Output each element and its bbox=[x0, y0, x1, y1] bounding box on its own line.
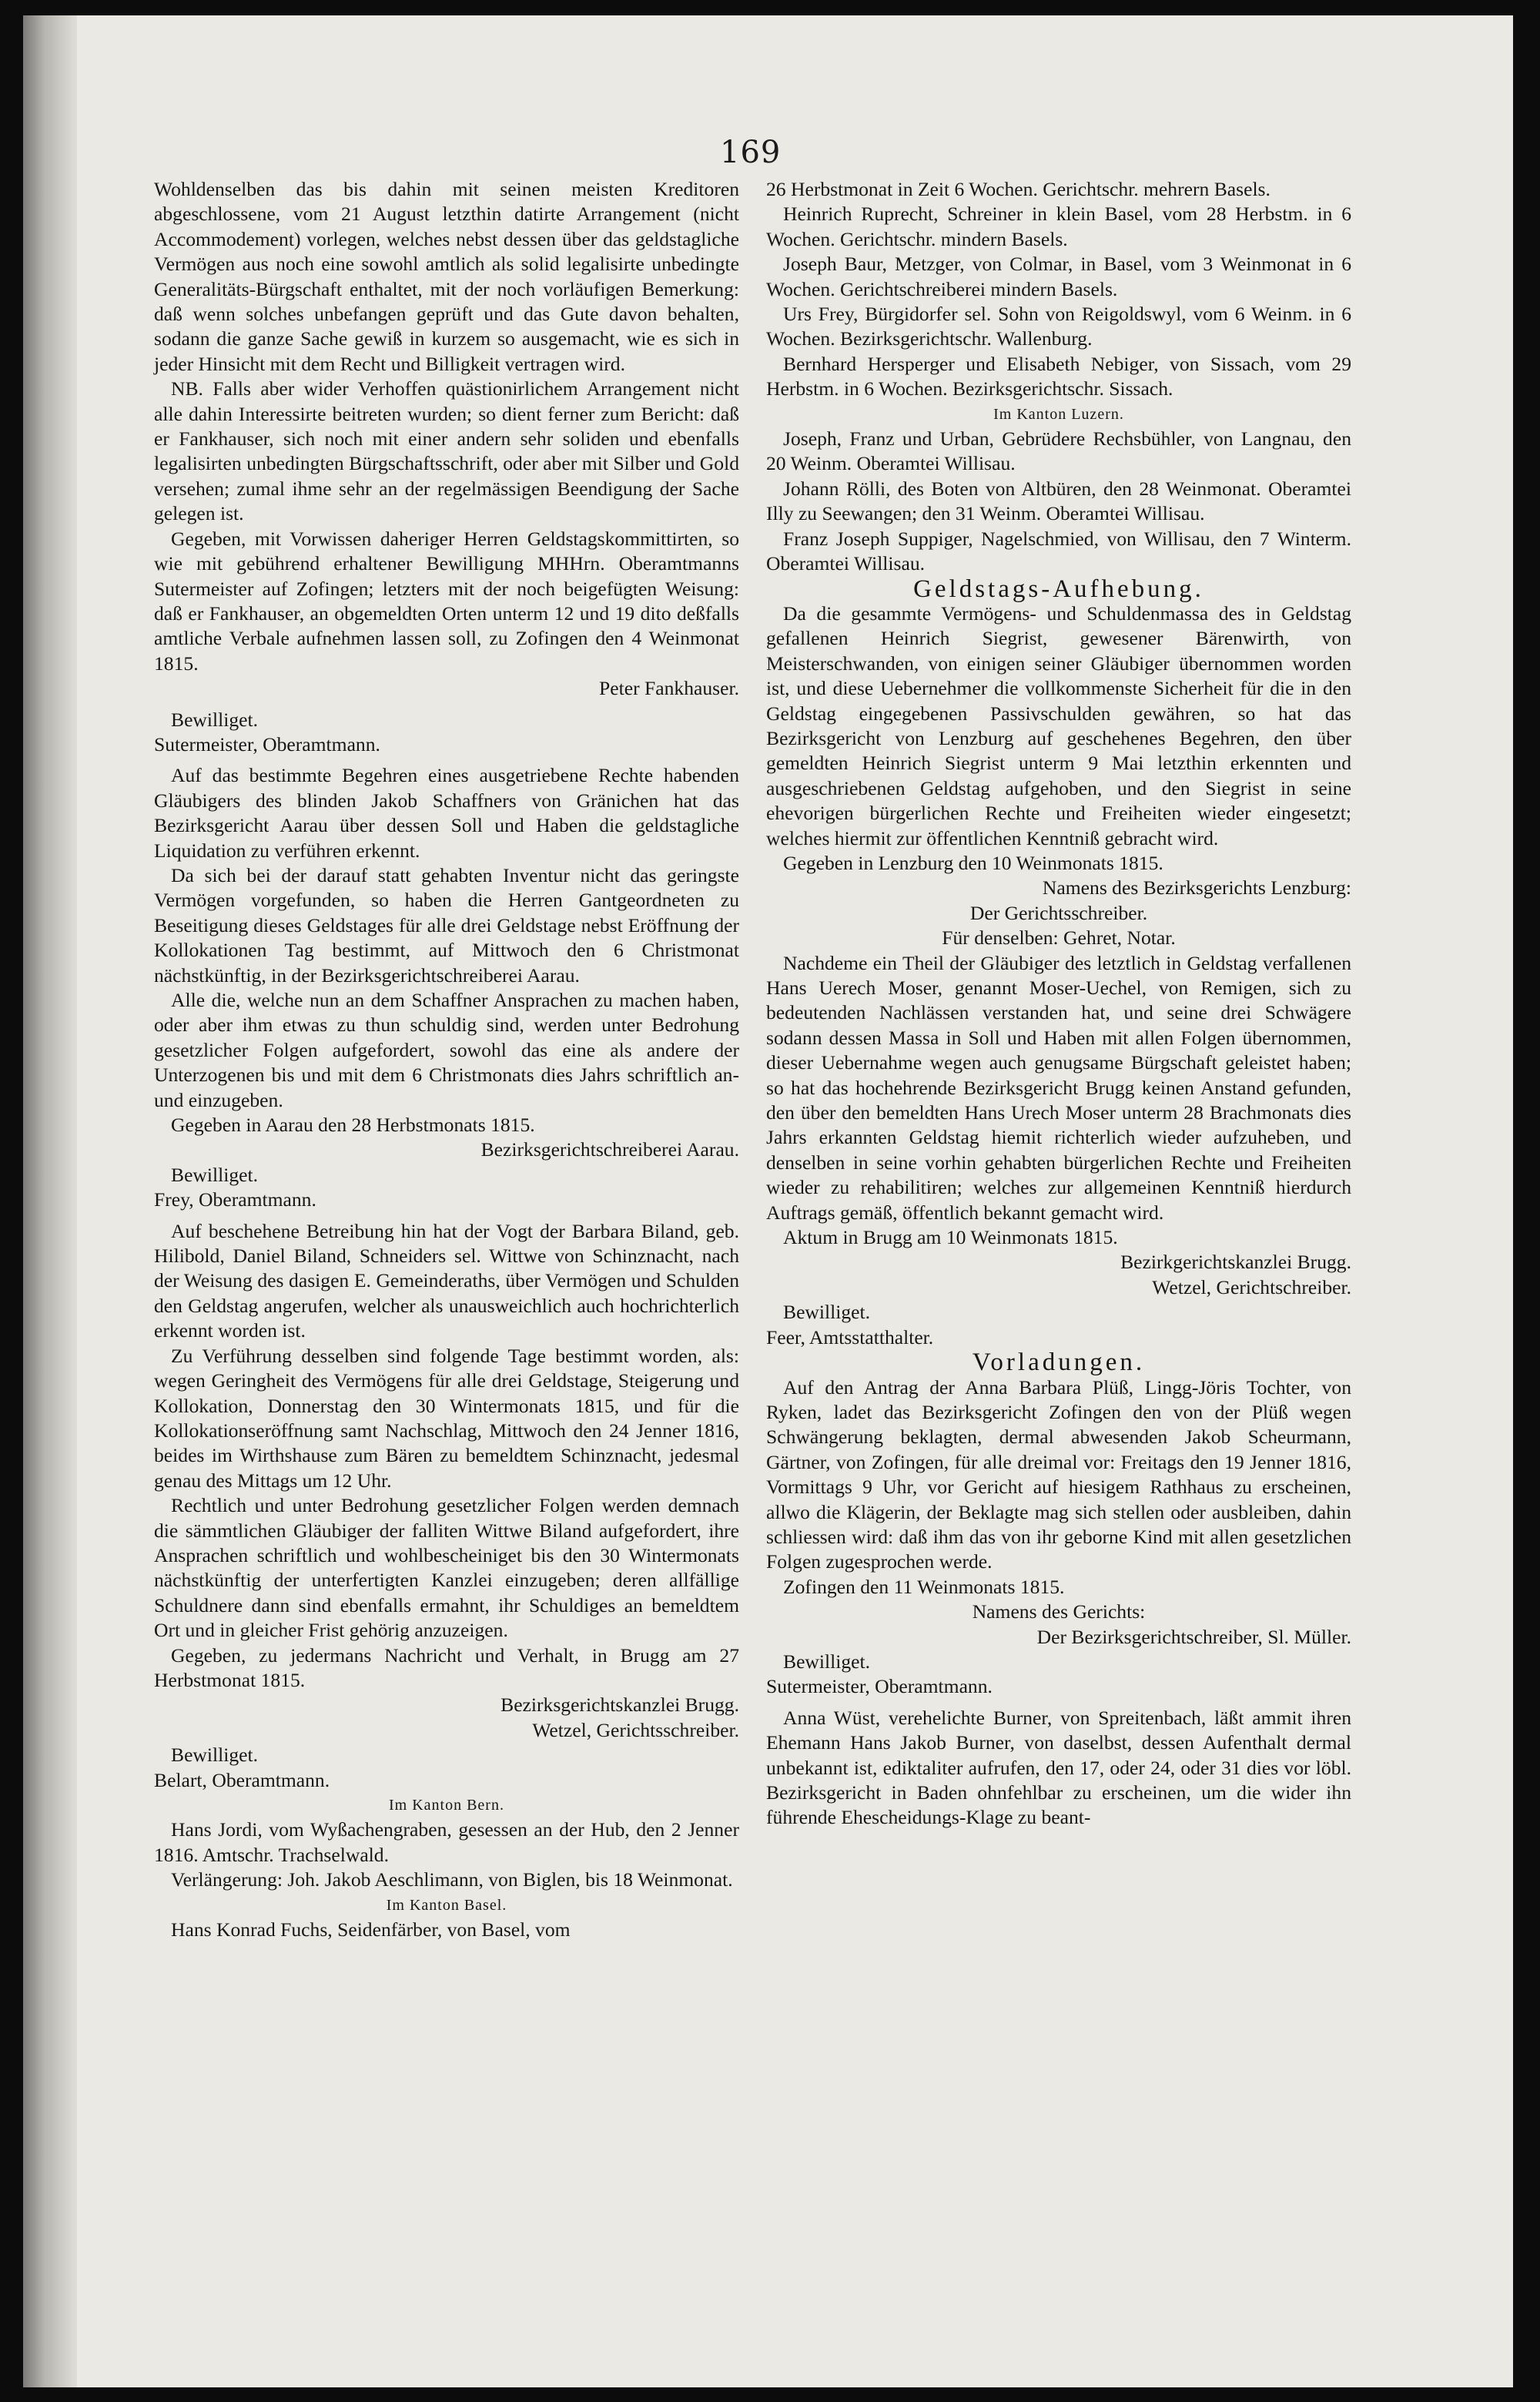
text-paragraph: Gegeben, mit Vorwissen daheriger Herren Geldstagskommittirten, so wie mit gebührend erhaltener Bewilligung MHHrn. Oberamtmanns Sutermeister auf Zofingen; letzters mit der noch beigefügten Weisung: daß er Fankhauser, an obgemeldten Orten unterm 12 und 19 dito deßfalls amtliche Verbale aufnehmen lassen soll, zu Zofingen den 4 Weinmonat 1815. bbox=[154, 527, 739, 675]
section-heading: Geldstags-Aufhebung. bbox=[913, 575, 1204, 603]
text-paragraph: Verlängerung: Joh. Jakob Aeschlimann, von Biglen, bis 18 Weinmonat. bbox=[171, 1868, 733, 1891]
signature-line: Peter Fankhauser. bbox=[599, 677, 739, 700]
signature-line: Der Gerichtsschreiber. bbox=[969, 901, 1148, 924]
text-paragraph: Da sich bei der darauf statt gehabten Inventur nicht das geringste Vermögen vorgefunden, so haben die Herren Gantgeordneten zu Beseitigung dieses Geldstages für alle drei Geldstage nebst Eröffnung der Kollokationen Tag bestimmt, auf Mittwoch den 6 Christmonat nächstkünftig, in der Bezirksgerichtschreiberei Aarau. bbox=[154, 863, 739, 987]
page-binding-edge bbox=[23, 15, 77, 2387]
text-paragraph: Auf das bestimmte Begehren eines ausgetriebene Rechte habenden Gläubigers des blinden Jakob Schaffners von Gränichen hat das Bezirksgericht Aarau über dessen Soll und Haben die geldstagliche Liquidation zu verführen erkennt. bbox=[154, 764, 739, 862]
text-paragraph: Johann Rölli, des Boten von Altbüren, den 28 Weinmonat. Oberamtei Illy zu Seewangen; den 31 Weinm. Oberamtei Willisau. bbox=[766, 477, 1351, 525]
approval-label: Bewilliget. bbox=[171, 708, 259, 731]
text-paragraph: Joseph Baur, Metzger, von Colmar, in Basel, vom 3 Weinmonat in 6 Wochen. Gerichtschreiberei mindern Basels. bbox=[766, 253, 1351, 300]
approval-label: Bewilliget. bbox=[783, 1301, 871, 1324]
section-subheading: Im Kanton Luzern. bbox=[993, 405, 1124, 423]
signature-line: Namens des Bezirksgerichts Lenzburg: bbox=[1042, 876, 1351, 899]
official-name: Sutermeister, Oberamtmann. bbox=[766, 1675, 993, 1698]
text-paragraph: Joseph, Franz und Urban, Gebrüdere Rechsbühler, von Langnau, den 20 Weinm. Oberamtei Willisau. bbox=[766, 427, 1351, 475]
official-name: Frey, Oberamtmann. bbox=[154, 1188, 316, 1211]
official-name: Belart, Oberamtmann. bbox=[154, 1768, 330, 1791]
text-paragraph: Zu Verführung desselben sind folgende Tage bestimmt worden, als: wegen Geringheit des Vermögens für alle drei Geldstage, Steigerung und Kollokation, Donnerstag den 30 Wintermonats 1815, und für die Kollokationseröffnung samt Nachschlag, Mittwoch den 24 Jenner 1816, beides im Wirthshause zum Bären zu bemeldtem Schinznacht, jedesmal genau des Mittags um 12 Uhr. bbox=[154, 1344, 739, 1492]
official-name: Feer, Amtsstatthalter. bbox=[766, 1325, 934, 1348]
signature-line: Wetzel, Gerichtsschreiber. bbox=[532, 1718, 739, 1741]
text-paragraph: Wohldenselben das bis dahin mit seinen meisten Kreditoren abgeschlossene, vom 21 August letzthin datirte Arrangement (nicht Accommodement) vorlegen, welches nebst dessen über das geldstagliche Vermögen aus noch eine sowohl amtlich als solid legalisirte unbedingte Generalitäts-Bürgschaft enthaltet, mit der noch vorläufigen Bemerkung: daß wenn solches unbefangen geprüft und das Gute davon behalten, sodann die ganze Sache gewiß in kurzem so ausgemacht, wie es sich in jeder Hinsicht mit dem Recht und Billigkeit vertragen wird. bbox=[154, 178, 739, 375]
text-paragraph: NB. Falls aber wider Verhoffen quästionirlichem Arrangement nicht alle dahin Interessirte beitreten wurden; so dient ferner zum Bericht: daß er Fankhauser, sich noch mit einer andern sehr soliden und ebenfalls legalisirten unbedingten Bürgschaftsschrift, oder aber mit Silber und Gold versehen; zumal ihme sehr an der regelmässigen Beendigung der Sache gelegen ist. bbox=[154, 377, 739, 525]
signature-line: Der Bezirksgerichtschreiber, Sl. Müller. bbox=[1036, 1625, 1351, 1648]
text-paragraph: Auf den Antrag der Anna Barbara Plüß, Lingg-Jöris Tochter, von Ryken, ladet das Bezirksgericht Zofingen den von der Plüß wegen Schwängerung beklagten, dermal abwesenden Jakob Scheurmann, Gärtner, von Zofingen, für alle dreimal vor: Freitags den 19 Jenner 1816, Vormittags 9 Uhr, vor Gericht auf hiesigem Rathhaus zu erscheinen, allwo die Klägerin, der Beklagte mag sich stellen oder ausbleiben, dahin schliessen wird: daß ihm das von ihr geborne Kind mit allen gesetzlichen Folgen zugesprochen werde. bbox=[766, 1375, 1351, 1573]
text-paragraph: Alle die, welche nun an dem Schaffner Ansprachen zu machen haben, oder aber ihm etwas zu thun schuldig sind, werden unter Bedrohung gesetzlicher Folgen aufgefordert, sowohl das eine als andere der Unterzogenen bis und mit dem 6 Christmonats dies Jahrs schriftlich an- und einzugeben. bbox=[154, 989, 739, 1111]
date-line: Gegeben, zu jedermans Nachricht und Verhalt, in Brugg am 27 Herbstmonat 1815. bbox=[154, 1643, 739, 1691]
approval-label: Bewilliget. bbox=[171, 1744, 259, 1767]
section-subheading: Im Kanton Bern. bbox=[389, 1797, 504, 1814]
text-paragraph: Auf beschehene Betreibung hin hat der Vogt der Barbara Biland, geb. Hilibold, Daniel Biland, Schneiders sel. Wittwe von Schinznacht, nach der Weisung des dasigen E. Gemeinderaths, über Vermögen und Schulden den Geldstag angerufen, welcher als unausweichlich auch hochrichterlich erkennt worden ist. bbox=[154, 1219, 739, 1342]
approval-label: Bewilliget. bbox=[783, 1650, 871, 1673]
text-paragraph: Da die gesammte Vermögens- und Schuldenmassa des in Geldstag gefallenen Heinrich Siegrist, gewesener Bärenwirth, von Meisterschwanden, von einigen seiner Gläubiger übernommen worden ist, und diese Uebernehmer die vollkommenste Sicherheit für die in den Geldstag eingegebenen Passivschulden gewähren, so hat das Bezirksgericht von Lenzburg auf geschehenes Begehren, den über gemeldten Heinrich Siegrist unterm 9 Mai letzthin erkennten und ausgeschriebenen Geldstag aufgehoben, und den Siegrist in seine ehevorigen bürgerlichen Rechte und Freiheiten wieder eingesetzt; welches hiermit zur öffentlichen Kenntniß gebracht wird. bbox=[766, 601, 1351, 849]
date-line: Gegeben in Aarau den 28 Herbstmonats 1815. bbox=[171, 1114, 535, 1137]
text-paragraph: Hans Konrad Fuchs, Seidenfärber, von Basel, vom bbox=[171, 1918, 571, 1941]
text-paragraph: Heinrich Ruprecht, Schreiner in klein Basel, vom 28 Herbstm. in 6 Wochen. Gerichtschr. mindern Basels. bbox=[766, 203, 1351, 250]
section-subheading: Im Kanton Basel. bbox=[386, 1896, 507, 1914]
text-paragraph: Anna Wüst, verehelichte Burner, von Spreitenbach, läßt ammit ihren Ehemann Hans Jakob Burner, von daselbst, dessen Aufenthalt dermal unbekannt ist, ediktaliter aufrufen, den 17, oder 24, oder 31 dies vor löbl. Bezirksgericht in Baden ohnfehlbar zu erscheinen, um die wider ihn führende Ehescheidungs-Klage zu beant- bbox=[766, 1706, 1351, 1829]
signature-line: Bezirksgerichtschreiberei Aarau. bbox=[480, 1138, 739, 1161]
signature-line: Namens des Gerichts: bbox=[972, 1600, 1146, 1623]
text-paragraph: Hans Jordi, vom Wyßachengraben, gesessen an der Hub, den 2 Jenner 1816. Amtschr. Trachselwald. bbox=[154, 1818, 739, 1866]
date-line: Zofingen den 11 Weinmonats 1815. bbox=[783, 1575, 1065, 1598]
text-paragraph: Nachdeme ein Theil der Gläubiger des letztlich in Geldstag verfallenen Hans Uerech Moser, genannt Moser-Uechel, von Remigen, sich zu bedeutenden Nachlässen verstanden hat, und seine drei Schwägere sodann dessen Massa in Soll und Haben mit allen Folgen übernommen, dieser Uebernahme wegen auch genugsame Bürgschaft geleistet haben; so hat das hochehrende Bezirksgericht Brugg keinen Anstand gefunden, den über den bemeldten Hans Urech Moser unterm 28 Brachmonats dies Jahrs erkannten Geldstag hiemit richterlich wieder aufzuheben, und denselben in seine vorhin gehabten bürgerlichen Rechte und Freiheiten wieder zu rehabilitiren; welches zur allgemeinen Kenntniß hierdurch Auftrags gemäß, öffentlich bekannt gemacht wird. bbox=[766, 951, 1351, 1224]
section-heading: Vorladungen. bbox=[972, 1348, 1146, 1377]
right-column bbox=[766, 177, 1351, 1831]
text-paragraph: 26 Herbstmonat in Zeit 6 Wochen. Gerichtschr. mehrern Basels. bbox=[766, 178, 1270, 200]
text-paragraph: Bernhard Hersperger und Elisabeth Nebiger, von Sissach, vom 29 Herbstm. in 6 Wochen. Bezirksgerichtschr. Sissach. bbox=[766, 352, 1351, 400]
left-column bbox=[154, 177, 739, 1942]
text-paragraph: Franz Joseph Suppiger, Nagelschmied, von Willisau, den 7 Winterm. Oberamtei Willisau. bbox=[766, 527, 1351, 575]
page-number: 169 bbox=[720, 135, 782, 170]
date-line: Aktum in Brugg am 10 Weinmonats 1815. bbox=[783, 1226, 1118, 1249]
signature-line: Für denselben: Gehret, Notar. bbox=[942, 926, 1176, 950]
text-paragraph: Urs Frey, Bürgidorfer sel. Sohn von Reigoldswyl, vom 6 Weinm. in 6 Wochen. Bezirksgerichtschr. Wallenburg. bbox=[766, 303, 1351, 350]
official-name: Sutermeister, Oberamtmann. bbox=[154, 732, 380, 755]
date-line: Gegeben in Lenzburg den 10 Weinmonats 1815. bbox=[783, 851, 1163, 874]
signature-line: Bezirksgerichtskanzlei Brugg. bbox=[500, 1693, 739, 1717]
approval-label: Bewilliget. bbox=[171, 1163, 259, 1186]
signature-line: Bezirkgerichtskanzlei Brugg. bbox=[1120, 1251, 1351, 1274]
text-paragraph: Rechtlich und unter Bedrohung gesetzlicher Folgen werden demnach die sämmtlichen Gläubiger der falliten Wittwe Biland aufgefordert, ihre Ansprachen schriftlich und wohlbescheiniget bis den 30 Wintermonats nächstkünftig der unterfertigten Kanzlei einzugeben; deren allfällige Schuldnere dann sind ebenfalls ermahnt, ihr Schuldiges an bemeldtem Ort und in gleicher Frist gehörig anzuzeigen. bbox=[154, 1494, 739, 1642]
signature-line: Wetzel, Gerichtschreiber. bbox=[1152, 1275, 1351, 1298]
